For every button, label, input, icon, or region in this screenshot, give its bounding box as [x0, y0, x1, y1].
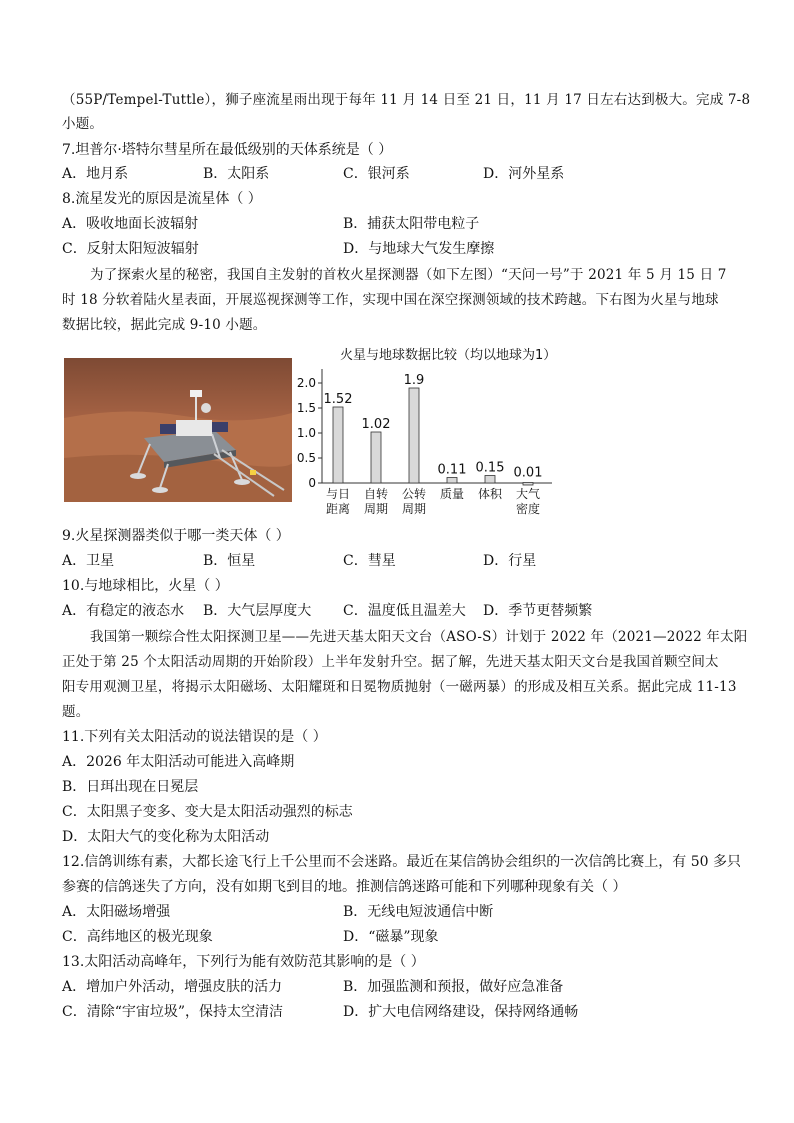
question-9-stem: 9.火星探测器类似于哪一类天体（ ） [62, 528, 290, 544]
q7-option-b[interactable]: B．太阳系 [203, 166, 270, 182]
q11-option-b[interactable]: B．日珥出现在日冕层 [62, 779, 199, 795]
x-category-label: 自转 [363, 487, 389, 501]
q7-option-a[interactable]: A．地月系 [62, 166, 129, 182]
q8-option-c[interactable]: C．反射太阳短波辐射 [62, 241, 199, 257]
mars-passage-line-2: 时 18 分软着陆火星表面，开展巡视探测等工作，实现中国在深空探测领域的技术跨越。下右图为火星与地球 [62, 292, 719, 308]
q8-option-b[interactable]: B．捕获太阳带电粒子 [343, 216, 480, 232]
bar-value-label: 0.15 [475, 460, 505, 476]
x-category-label: 密度 [515, 502, 541, 515]
sun-passage-line-1: 我国第一颗综合性太阳探测卫星——先进天基太阳天文台（ASO-S）计划于 2022 年（2021—2022 年太阳 [90, 629, 748, 645]
mars-passage-line-3: 数据比较，据此完成 9-10 小题。 [62, 317, 267, 333]
x-category-label: 大气 [515, 487, 541, 501]
mars-passage-line-1: 为了探索火星的秘密，我国自主发射的首枚火星探测器（如下左图）“天问一号”于 2021 年 5 月 15 日 7 [90, 267, 727, 283]
y-tick-label: 1.5 [296, 401, 316, 415]
bar [409, 388, 419, 483]
y-tick-label: 0.5 [296, 451, 316, 465]
x-category-label: 公转 [401, 487, 427, 501]
bar [523, 483, 533, 486]
q11-option-d[interactable]: D．太阳大气的变化称为太阳活动 [62, 829, 270, 845]
q9-option-c[interactable]: C．彗星 [343, 553, 396, 569]
q10-option-d[interactable]: D．季节更替频繁 [483, 603, 593, 619]
mars-earth-comparison-chart [294, 343, 566, 515]
bar-value-label: 1.02 [361, 417, 391, 432]
x-category-label: 周期 [401, 502, 427, 515]
intro-text-line-2: 小题。 [62, 116, 104, 132]
question-10-stem: 10.与地球相比，火星（ ） [62, 578, 229, 594]
bar-value-label: 1.52 [323, 392, 353, 407]
x-category-label: 与日 [325, 487, 351, 501]
q13-option-c[interactable]: C．清除“宇宙垃圾”，保持太空清洁 [62, 1004, 284, 1020]
q11-option-a[interactable]: A．2026 年太阳活动可能进入高峰期 [62, 754, 295, 770]
bar [333, 407, 343, 483]
y-tick-label: 2.0 [296, 376, 316, 390]
q8-option-a[interactable]: A．吸收地面长波辐射 [62, 216, 199, 232]
intro-text-line-1: （55P/Tempel-Tuttle），狮子座流星雨出现于每年 11 月 14 日至 21 日，11 月 17 日左右达到极大。完成 7-8 [62, 92, 751, 108]
q12-option-d[interactable]: D．“磁暴”现象 [343, 929, 439, 945]
q10-option-c[interactable]: C．温度低且温差大 [343, 603, 466, 619]
question-12-stem-line-1: 12.信鸽训练有素，大都长途飞行上千公里而不会迷路。最近在某信鸽协会组织的一次信鸽比赛上，有 50 多只 [62, 854, 741, 870]
mars-rover-icon [64, 358, 292, 502]
mars-rover-photo [64, 358, 292, 502]
q7-option-d[interactable]: D．河外星系 [483, 166, 565, 182]
q11-option-c[interactable]: C．太阳黑子变多、变大是太阳活动强烈的标志 [62, 804, 353, 820]
q7-option-c[interactable]: C．银河系 [343, 166, 410, 182]
sun-passage-line-3: 阳专用观测卫星，将揭示太阳磁场、太阳耀斑和日冕物质抛射（一磁两暴）的形成及相互关系。据此完成 11-13 [62, 679, 737, 695]
bar-value-label: 0.01 [513, 465, 543, 481]
q9-option-b[interactable]: B．恒星 [203, 553, 256, 569]
question-8-stem: 8.流星发光的原因是流星体（ ） [62, 191, 262, 207]
y-tick-label: 0 [308, 476, 316, 490]
question-13-stem: 13.太阳活动高峰年，下列行为能有效防范其影响的是（ ） [62, 954, 425, 970]
x-category-label: 体积 [477, 487, 503, 501]
q9-option-a[interactable]: A．卫星 [62, 553, 115, 569]
sun-passage-line-4: 题。 [62, 704, 90, 720]
bar [485, 476, 495, 484]
chart-title: 火星与地球数据比较（均以地球为1） [340, 348, 557, 363]
question-12-stem-line-2: 参赛的信鸽迷失了方向，没有如期飞到目的地。推测信鸽迷路可能和下列哪种现象有关（ ） [62, 879, 627, 895]
q12-option-a[interactable]: A．太阳磁场增强 [62, 904, 171, 920]
q12-option-b[interactable]: B．无线电短波通信中断 [343, 904, 494, 920]
y-tick-label: 1.0 [296, 426, 316, 440]
q12-option-c[interactable]: C．高纬地区的极光现象 [62, 929, 213, 945]
sun-passage-line-2: 正处于第 25 个太阳活动周期的开始阶段）上半年发射升空。据了解，先进天基太阳天文台是我国首颗空间太 [62, 654, 719, 670]
q9-option-d[interactable]: D．行星 [483, 553, 537, 569]
q13-option-d[interactable]: D．扩大电信网络建设，保持网络通畅 [343, 1004, 579, 1020]
bar-value-label: 1.9 [403, 373, 425, 388]
x-category-label: 质量 [439, 487, 465, 501]
q13-option-b[interactable]: B．加强监测和预报，做好应急准备 [343, 979, 564, 995]
bar-value-label: 0.11 [437, 462, 467, 478]
q10-option-b[interactable]: B．大气层厚度大 [203, 603, 312, 619]
x-category-label: 距离 [325, 502, 351, 515]
q8-option-d[interactable]: D．与地球大气发生摩擦 [343, 241, 495, 257]
question-7-stem: 7.坦普尔·塔特尔彗星所在最低级别的天体系统是（ ） [62, 142, 393, 158]
bar [447, 478, 457, 484]
question-11-stem: 11.下列有关太阳活动的说法错误的是（ ） [62, 729, 327, 745]
q13-option-a[interactable]: A．增加户外活动，增强皮肤的活力 [62, 979, 283, 995]
q10-option-a[interactable]: A．有稳定的液态水 [62, 603, 185, 619]
x-category-label: 周期 [363, 502, 389, 515]
bar [371, 432, 381, 483]
